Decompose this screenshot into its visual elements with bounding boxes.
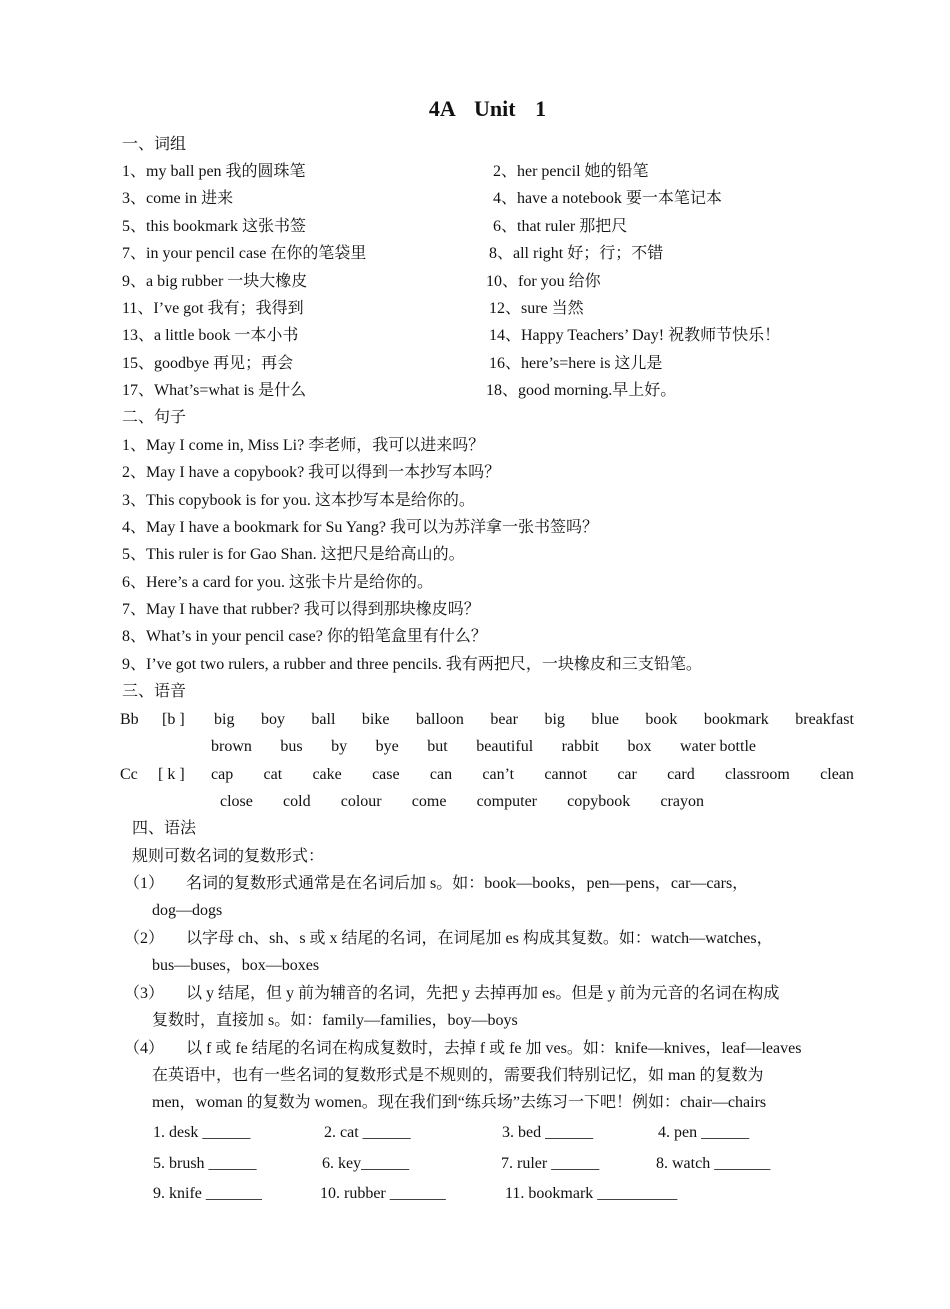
phonics-word: come: [411, 793, 447, 810]
phonics-word: beautiful: [476, 738, 534, 755]
exercise-item: 11. bookmark __________: [505, 1185, 678, 1202]
phrase-item: 8、all right 好；行；不错: [489, 245, 664, 262]
phonics-word: bus: [280, 738, 303, 755]
phrase-item: 18、good morning.早上好。: [486, 382, 677, 399]
rule-text: 以字母 ch、sh、s 或 x 结尾的名词，在词尾加 es 构成其复数。如：watch—watches，: [186, 930, 773, 947]
phrase-item: 12、sure 当然: [489, 300, 584, 317]
rule-number: （2）: [124, 930, 165, 947]
phonics-word: water bottle: [680, 738, 756, 755]
phonics-word: cat: [263, 766, 283, 783]
grammar-rule: [124, 870, 846, 924]
grammar-intro: 规则可数名词的复数形式：: [132, 848, 325, 865]
phonics-word: clean: [820, 766, 854, 783]
sentence-item: 8、What’s in your pencil case? 你的铅笔盒里有什么？: [122, 628, 487, 645]
grammar-rule: [124, 925, 846, 979]
phrase-item: 17、What’s=what is 是什么: [122, 382, 307, 399]
phrase-item: 6、that ruler 那把尺: [493, 218, 628, 235]
exercise-item: 7. ruler ______: [501, 1155, 600, 1172]
phonics-word: car: [617, 766, 637, 783]
phrase-item: 2、her pencil 她的铅笔: [493, 163, 649, 180]
phonics-word: by: [331, 738, 348, 755]
exercise-item: 9. knife _______: [153, 1185, 262, 1202]
phrase-item: 15、goodbye 再见；再会: [122, 355, 294, 372]
phonics-word: cannot: [544, 766, 588, 783]
rule-text: 以 y 结尾，但 y 前为辅音的名词，先把 y 去掉再加 es。但是 y 前为元音的名词在构成: [186, 985, 780, 1002]
rule-continuation: bus—buses，box—boxes: [152, 957, 320, 974]
section-sentences-header: 二、句子: [122, 409, 187, 426]
phrase-item: 11、I’ve got 我有；我得到: [122, 300, 304, 317]
phrase-item: 14、Happy Teachers’ Day! 祝教师节快乐！: [489, 327, 781, 344]
sentence-item: 2、May I have a copybook? 我可以得到一本抄写本吗？: [122, 464, 501, 481]
phrase-item: 10、for you 给你: [486, 273, 601, 290]
rule-text: 名词的复数形式通常是在名词后加 s。如：book—books，pen—pens，car—cars，: [186, 875, 749, 892]
phrase-item: 1、my ball pen 我的圆珠笔: [122, 163, 306, 180]
section-phonics-header: 三、语音: [122, 683, 187, 700]
phrase-item: 13、a little book 一本小书: [122, 327, 299, 344]
phonics-word: brown: [211, 738, 252, 755]
phonics-label-cc: Cc: [120, 766, 138, 783]
phonics-sound-b: [b ]: [162, 711, 185, 728]
section-phrases-header: 一、词组: [122, 136, 187, 153]
phonics-word: can’t: [482, 766, 515, 783]
phonics-word: ball: [311, 711, 336, 728]
phonics-word: can: [429, 766, 453, 783]
phonics-word: close: [220, 793, 253, 810]
phonics-cc-row1: [211, 764, 854, 786]
rule-continuation: 在英语中，也有一些名词的复数形式是不规则的，需要我们特别记忆，如 man 的复数为: [152, 1067, 764, 1084]
sentence-item: 6、Here’s a card for you. 这张卡片是给你的。: [122, 574, 434, 591]
phonics-word: book: [645, 711, 678, 728]
phrase-item: 16、here’s=here is 这儿是: [489, 355, 663, 372]
rule-text: 以 f 或 fe 结尾的名词在构成复数时，去掉 f 或 fe 加 ves。如：knife—knives，leaf—leaves: [186, 1040, 802, 1057]
phrase-item: 7、in your pencil case 在你的笔袋里: [122, 245, 367, 262]
rule-continuation: 复数时，直接加 s。如：family—families，boy—boys: [152, 1012, 518, 1029]
phonics-word: blue: [591, 711, 619, 728]
phonics-word: bookmark: [703, 711, 769, 728]
phonics-bb-row2: [211, 736, 756, 758]
sentence-item: 1、May I come in, Miss Li? 李老师，我可以进来吗？: [122, 437, 485, 454]
sentence-item: 9、I’ve got two rulers, a rubber and three pencils. 我有两把尺，一块橡皮和三支铅笔。: [122, 656, 702, 673]
rule-number: （4）: [124, 1040, 165, 1057]
phonics-sound-k: [ k ]: [158, 766, 185, 783]
rule-number: （1）: [124, 875, 165, 892]
phonics-word: big: [214, 711, 235, 728]
phonics-word: cap: [211, 766, 234, 783]
grammar-rule: [124, 980, 846, 1034]
phonics-word: case: [372, 766, 400, 783]
phonics-word: box: [627, 738, 652, 755]
exercise-item: 2. cat ______: [324, 1124, 411, 1141]
phonics-word: classroom: [724, 766, 790, 783]
phonics-word: colour: [340, 793, 382, 810]
phonics-word: card: [667, 766, 695, 783]
exercise-item: 4. pen ______: [658, 1124, 750, 1141]
phonics-word: computer: [476, 793, 537, 810]
phonics-word: crayon: [660, 793, 704, 810]
sentence-item: 7、May I have that rubber? 我可以得到那块橡皮吗？: [122, 601, 480, 618]
exercise-item: 10. rubber _______: [320, 1185, 446, 1202]
rule-continuation: dog—dogs: [152, 902, 223, 919]
section-grammar-header: 四、语法: [132, 820, 197, 837]
rule-continuation: men，woman 的复数为 women。现在我们到“练兵场”去练习一下吧！例如：chair—chairs: [152, 1094, 767, 1111]
phonics-word: boy: [260, 711, 285, 728]
phonics-word: balloon: [415, 711, 464, 728]
phrase-item: 3、come in 进来: [122, 190, 234, 207]
grammar-rule: [124, 1035, 846, 1116]
page-title: 4A Unit 1: [428, 96, 547, 121]
phonics-word: but: [427, 738, 448, 755]
phonics-cc-row2: [220, 791, 704, 813]
phonics-bb-row1: [214, 709, 854, 731]
phonics-word: copybook: [567, 793, 631, 810]
exercise-item: 6. key______: [322, 1155, 410, 1172]
phonics-word: bye: [375, 738, 399, 755]
exercise-item: 1. desk ______: [153, 1124, 251, 1141]
phrase-item: 5、this bookmark 这张书签: [122, 218, 306, 235]
phonics-label-bb: Bb: [120, 711, 139, 728]
phonics-word: big: [544, 711, 565, 728]
exercise-item: 3. bed ______: [502, 1124, 594, 1141]
sentence-item: 4、May I have a bookmark for Su Yang? 我可以为苏洋拿一张书签吗？: [122, 519, 598, 536]
phonics-word: rabbit: [561, 738, 599, 755]
rule-number: （3）: [124, 985, 165, 1002]
exercise-item: 5. brush ______: [153, 1155, 257, 1172]
phonics-word: bear: [490, 711, 518, 728]
phonics-word: cake: [312, 766, 342, 783]
sentence-item: 3、This copybook is for you. 这本抄写本是给你的。: [122, 492, 475, 509]
exercise-item: 8. watch _______: [656, 1155, 771, 1172]
phonics-word: breakfast: [795, 711, 854, 728]
phrase-item: 4、have a notebook 要一本笔记本: [493, 190, 722, 207]
sentence-item: 5、This ruler is for Gao Shan. 这把尺是给高山的。: [122, 546, 465, 563]
phrase-item: 9、a big rubber 一块大橡皮: [122, 273, 308, 290]
phonics-word: cold: [283, 793, 311, 810]
phonics-word: bike: [361, 711, 390, 728]
